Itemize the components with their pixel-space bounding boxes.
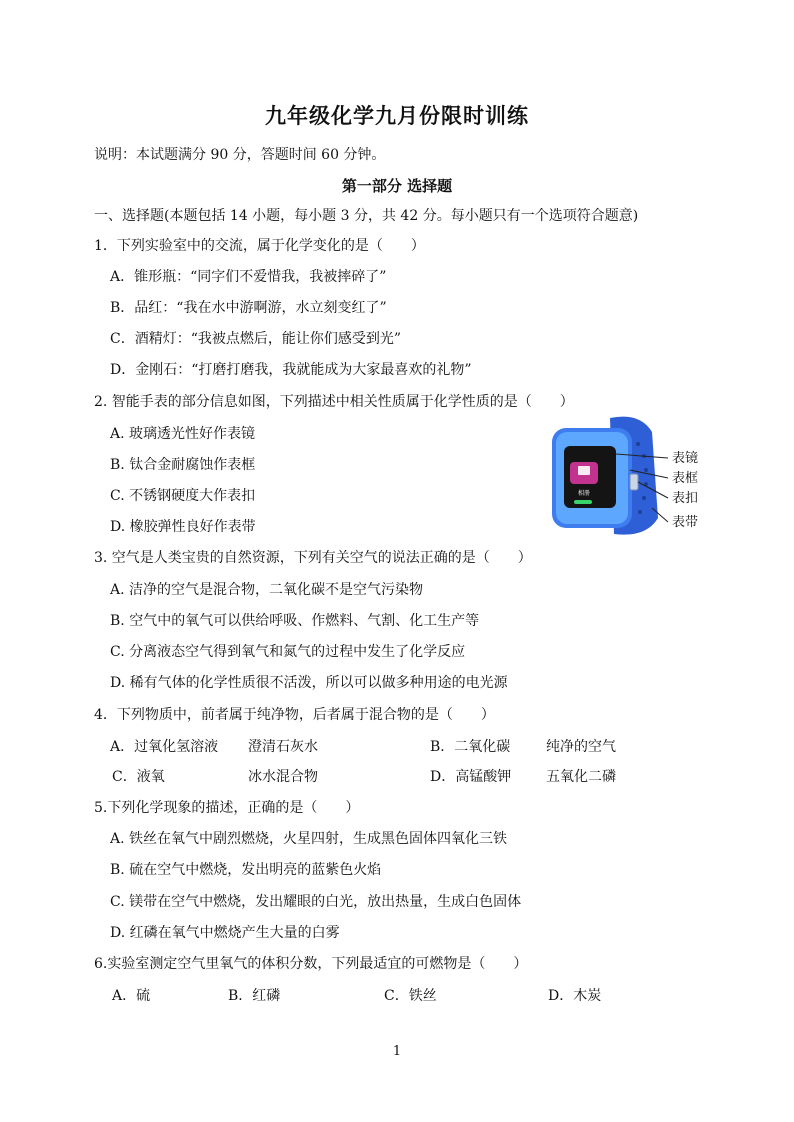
option-first: 液氧 — [136, 769, 165, 785]
label-clasp: 表扣 — [672, 491, 699, 506]
option-letter: B． — [430, 739, 455, 755]
watch-screen-text: 相册 — [577, 490, 591, 497]
question-4-option-d-second: 五氧化二磷 — [546, 769, 616, 785]
question-5-option-d: D. 红磷在氧气中燃烧产生大量的白雾 — [110, 925, 340, 941]
question-4-option-b-second: 纯净的空气 — [546, 739, 616, 755]
question-4-option-a-second: 澄清石灰水 — [248, 739, 318, 755]
question-2-option-d: D. 橡胶弹性良好作表带 — [110, 519, 256, 535]
question-6-stem: 6.实验室测定空气里氧气的体积分数，下列最适宜的可燃物是（ ） — [94, 956, 528, 972]
question-1-stem: 1．下列实验室中的交流，属于化学变化的是（ ） — [94, 238, 425, 254]
question-2-stem: 2. 智能手表的部分信息如图，下列描述中相关性质属于化学性质的是（ ） — [94, 394, 574, 410]
question-5-option-b: B. 硫在空气中燃烧，发出明亮的蓝紫色火焰 — [110, 862, 382, 878]
option-first: 高锰酸钾 — [455, 769, 512, 785]
option-first: 二氧化碳 — [454, 739, 511, 755]
part-heading: 一、选择题(本题包括 14 小题，每小题 3 分，共 42 分。每小题只有一个选项符合题意) — [94, 208, 639, 224]
question-1-option-d: D．金刚石：“打磨打磨我，我就能成为大家最喜欢的礼物” — [110, 362, 472, 378]
section-heading: 第一部分 选择题 — [341, 177, 453, 195]
question-5-option-c: C. 镁带在空气中燃烧，发出耀眼的白光，放出热量，生成白色固体 — [110, 894, 522, 910]
question-4-stem: 4．下列物质中，前者属于纯净物，后者属于混合物的是（ ） — [94, 707, 495, 723]
question-5-stem: 5.下列化学现象的描述，正确的是（ ） — [94, 800, 360, 816]
question-1-option-a: A．锥形瓶：“同字们不爱惜我，我被摔碎了” — [110, 269, 387, 285]
question-4-option-b — [430, 737, 510, 757]
question-4-option-c-second: 冰水混合物 — [248, 769, 318, 785]
option-letter: A． — [110, 739, 135, 755]
question-4-option-c — [112, 767, 165, 787]
question-2-option-b: B. 钛合金耐腐蚀作表框 — [110, 457, 256, 473]
question-5-option-a: A. 铁丝在氧气中剧烈燃烧，火星四射，生成黑色固体四氧化三铁 — [110, 831, 508, 847]
watch-clasp — [630, 474, 638, 490]
option-letter: C． — [112, 769, 137, 785]
question-2-option-a: A. 玻璃透光性好作表镜 — [110, 426, 256, 442]
question-3-option-a: A. 洁净的空气是混合物，二氧化碳不是空气污染物 — [110, 582, 424, 598]
question-1-option-b: B．品红：“我在水中游啊游，水立刻变红了” — [110, 300, 387, 316]
question-3-option-c: C. 分离液态空气得到氧气和氮气的过程中发生了化学反应 — [110, 644, 466, 660]
option-letter: D． — [430, 769, 456, 785]
question-6-option-d: D．木炭 — [548, 988, 602, 1004]
question-6-option-a: A．硫 — [112, 988, 151, 1004]
page-number: 1 — [392, 1044, 402, 1059]
question-2-option-c: C. 不锈钢硬度大作表扣 — [110, 488, 256, 504]
page-title: 九年级化学九月份限时训练 — [265, 103, 529, 128]
option-first: 过氧化氢溶液 — [134, 739, 219, 755]
question-1-option-c: C．酒精灯：“我被点燃后，能让你们感受到光” — [110, 331, 402, 347]
question-4-option-a — [110, 737, 218, 757]
question-6-option-b: B．红磷 — [228, 988, 281, 1004]
label-strap: 表带 — [672, 515, 699, 530]
question-4-option-d — [430, 767, 511, 787]
question-3-option-d: D. 稀有气体的化学性质很不活泼，所以可以做多种用途的电光源 — [110, 675, 508, 691]
question-3-option-b: B. 空气中的氧气可以供给呼吸、作燃料、气割、化工生产等 — [110, 613, 480, 629]
question-3-stem: 3. 空气是人类宝贵的自然资源，下列有关空气的说法正确的是（ ） — [94, 550, 532, 566]
label-frame: 表框 — [672, 471, 699, 486]
instructions: 说明：本试题满分 90 分，答题时间 60 分钟。 — [94, 147, 386, 163]
smartwatch-figure — [548, 414, 708, 538]
question-6-option-c: C．铁丝 — [384, 988, 437, 1004]
label-lens: 表镜 — [672, 451, 699, 466]
